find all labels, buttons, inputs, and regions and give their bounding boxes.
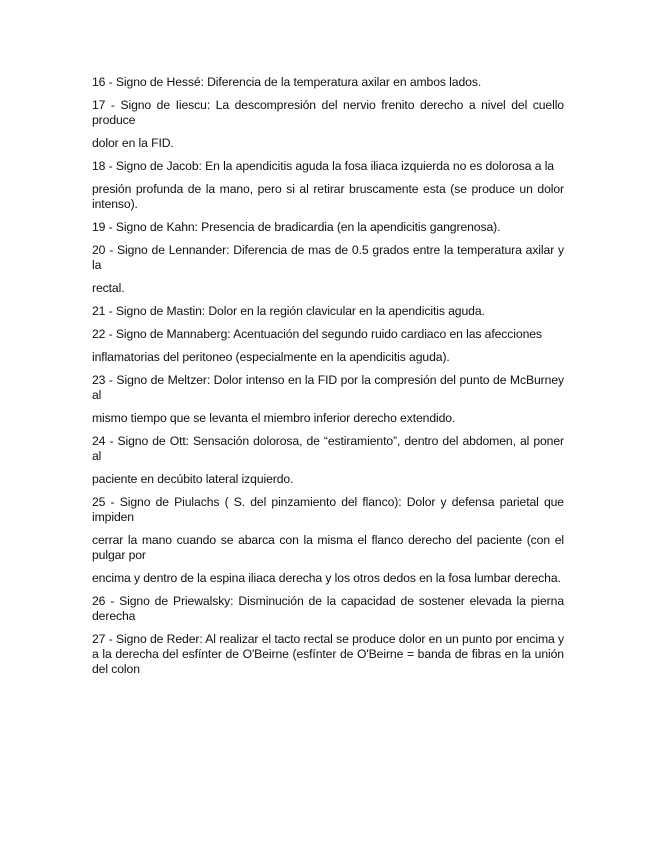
paragraph-signo-iiescu-cont: dolor en la FID. [92,136,174,150]
paragraph-signo-lennander-cont: rectal. [92,281,125,295]
paragraph-signo-meltzer: 23 - Signo de Meltzer: Dolor intenso en la FID por la compresión del punto de McBurney al [92,373,564,402]
paragraph-signo-reder: 27 - Signo de Reder: Al realizar el tacto rectal se produce dolor en un punto por encima y a la derecha del esfínter de O'Beirne (esfínter de O'Beirne = banda de fibras en la unión del colon [92,632,564,676]
paragraph-signo-lennander: 20 - Signo de Lennander: Diferencia de mas de 0.5 grados entre la temperatura axilar y la [92,243,564,272]
paragraph-signo-piulachs-cont-2: encima y dentro de la espina iliaca derecha y los otros dedos en la fosa lumbar derecha. [92,571,561,585]
paragraph-signo-kahn: 19 - Signo de Kahn: Presencia de bradicardia (en la apendicitis gangrenosa). [92,220,501,234]
paragraph-signo-ott-cont: paciente en decúbito lateral izquierdo. [92,472,294,486]
paragraph-signo-jacob-cont: presión profunda de la mano, pero si al retirar bruscamente esta (se produce un dolor intenso). [92,182,564,211]
paragraph-signo-mannaberg: 22 - Signo de Mannaberg: Acentuación del segundo ruido cardiaco en las afecciones [92,327,542,341]
paragraph-signo-priewalsky: 26 - Signo de Priewalsky: Disminución de la capacidad de sostener elevada la pierna derecha [92,594,564,623]
paragraph-signo-ott: 24 - Signo de Ott: Sensación dolorosa, de “estiramiento”, dentro del abdomen, al poner al [92,434,564,463]
paragraph-signo-hesse: 16 - Signo de Hessé: Diferencia de la temperatura axilar en ambos lados. [92,75,482,89]
document-page [92,75,564,685]
paragraph-signo-piulachs: 25 - Signo de Piulachs ( S. del pinzamiento del flanco): Dolor y defensa parietal que impiden [92,495,564,524]
paragraph-signo-meltzer-cont: mismo tiempo que se levanta el miembro inferior derecho extendido. [92,411,456,425]
paragraph-signo-iiescu: 17 - Signo de Iiescu: La descompresión del nervio frenito derecho a nivel del cuello produce [92,98,564,127]
paragraph-signo-mannaberg-cont: inflamatorias del peritoneo (especialmente en la apendicitis aguda). [92,350,450,364]
paragraph-signo-mastin: 21 - Signo de Mastin: Dolor en la región clavicular en la apendicitis aguda. [92,304,485,318]
paragraph-signo-jacob: 18 - Signo de Jacob: En la apendicitis aguda la fosa iliaca izquierda no es dolorosa a la [92,159,554,173]
paragraph-signo-piulachs-cont-1: cerrar la mano cuando se abarca con la misma el flanco derecho del paciente (con el pulgar por [92,533,564,562]
